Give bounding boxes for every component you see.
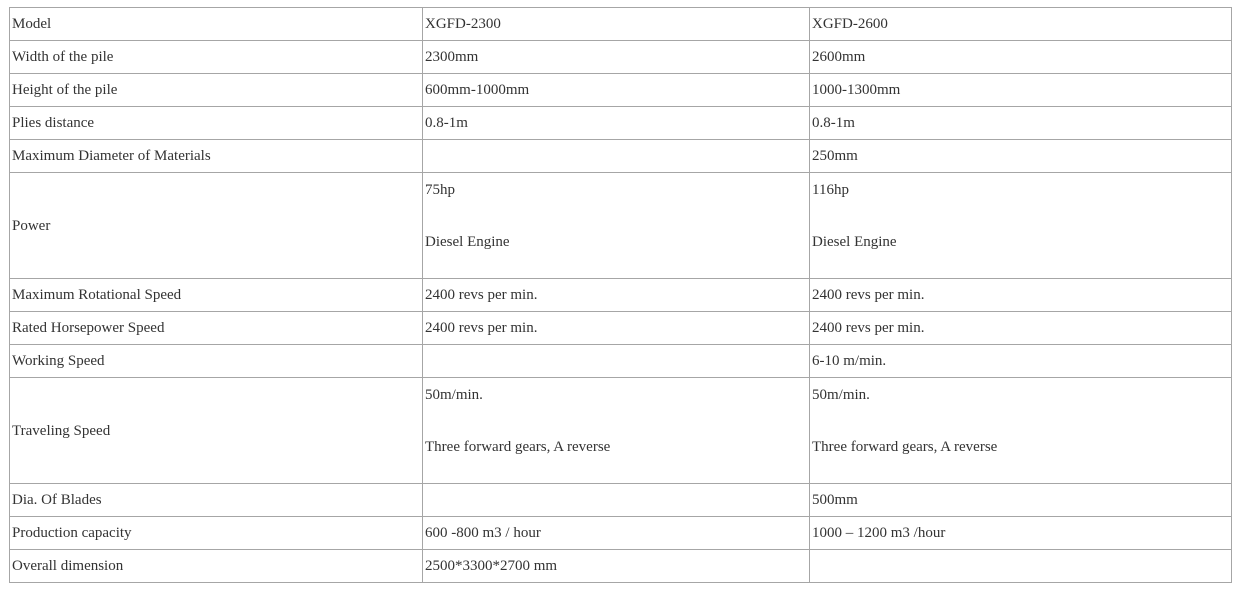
- row-label: Model: [10, 8, 423, 41]
- cell-line: Three forward gears, A reverse: [812, 439, 998, 455]
- cell-xgfd-2600: XGFD-2600: [810, 8, 1232, 41]
- cell-xgfd-2600: 500mm: [810, 484, 1232, 517]
- row-label: Plies distance: [10, 107, 423, 140]
- cell-xgfd-2300: [423, 140, 810, 173]
- table-row: [10, 41, 1232, 74]
- cell-xgfd-2600: 6-10 m/min.: [810, 345, 1232, 378]
- table-row: [10, 8, 1232, 41]
- row-label: Height of the pile: [10, 74, 423, 107]
- cell-xgfd-2600: [810, 378, 1232, 484]
- table-row: [10, 140, 1232, 173]
- cell-xgfd-2300: 2500*3300*2700 mm: [423, 550, 810, 583]
- row-label: Traveling Speed: [10, 378, 423, 484]
- row-label: Rated Horsepower Speed: [10, 312, 423, 345]
- table-row: [10, 345, 1232, 378]
- table-row: [10, 484, 1232, 517]
- cell-xgfd-2300: [423, 484, 810, 517]
- cell-xgfd-2300: 600mm-1000mm: [423, 74, 810, 107]
- cell-xgfd-2600: 250mm: [810, 140, 1232, 173]
- cell-xgfd-2600: 1000 – 1200 m3 /hour: [810, 517, 1232, 550]
- cell-line: 50m/min.: [425, 387, 483, 403]
- row-label: Dia. Of Blades: [10, 484, 423, 517]
- cell-xgfd-2300: [423, 378, 810, 484]
- table-row: [10, 173, 1232, 279]
- row-label: Width of the pile: [10, 41, 423, 74]
- table-row: [10, 107, 1232, 140]
- cell-xgfd-2300: 2300mm: [423, 41, 810, 74]
- cell-xgfd-2300: 0.8-1m: [423, 107, 810, 140]
- cell-xgfd-2600: 2600mm: [810, 41, 1232, 74]
- cell-xgfd-2600: [810, 173, 1232, 279]
- row-label: Working Speed: [10, 345, 423, 378]
- table-row: [10, 74, 1232, 107]
- cell-xgfd-2300: 2400 revs per min.: [423, 312, 810, 345]
- row-label: Production capacity: [10, 517, 423, 550]
- row-label: Power: [10, 173, 423, 279]
- cell-line: Diesel Engine: [425, 234, 510, 250]
- row-label: Maximum Rotational Speed: [10, 279, 423, 312]
- cell-line: 116hp: [812, 182, 849, 198]
- cell-xgfd-2300: [423, 345, 810, 378]
- cell-xgfd-2600: 2400 revs per min.: [810, 279, 1232, 312]
- cell-xgfd-2600: 1000-1300mm: [810, 74, 1232, 107]
- cell-xgfd-2600: 2400 revs per min.: [810, 312, 1232, 345]
- table-row: [10, 550, 1232, 583]
- cell-xgfd-2300: [423, 173, 810, 279]
- row-label: Overall dimension: [10, 550, 423, 583]
- table-row: [10, 312, 1232, 345]
- cell-xgfd-2600: 0.8-1m: [810, 107, 1232, 140]
- table-row: [10, 378, 1232, 484]
- cell-line: 50m/min.: [812, 387, 870, 403]
- cell-xgfd-2300: 2400 revs per min.: [423, 279, 810, 312]
- spec-table-body: [10, 8, 1232, 583]
- cell-line: 75hp: [425, 182, 455, 198]
- cell-xgfd-2300: XGFD-2300: [423, 8, 810, 41]
- cell-xgfd-2300: 600 -800 m3 / hour: [423, 517, 810, 550]
- row-label: Maximum Diameter of Materials: [10, 140, 423, 173]
- cell-line: Diesel Engine: [812, 234, 897, 250]
- table-row: [10, 517, 1232, 550]
- cell-line: Three forward gears, A reverse: [425, 439, 611, 455]
- spec-table: [9, 7, 1232, 583]
- cell-xgfd-2600: [810, 550, 1232, 583]
- table-row: [10, 279, 1232, 312]
